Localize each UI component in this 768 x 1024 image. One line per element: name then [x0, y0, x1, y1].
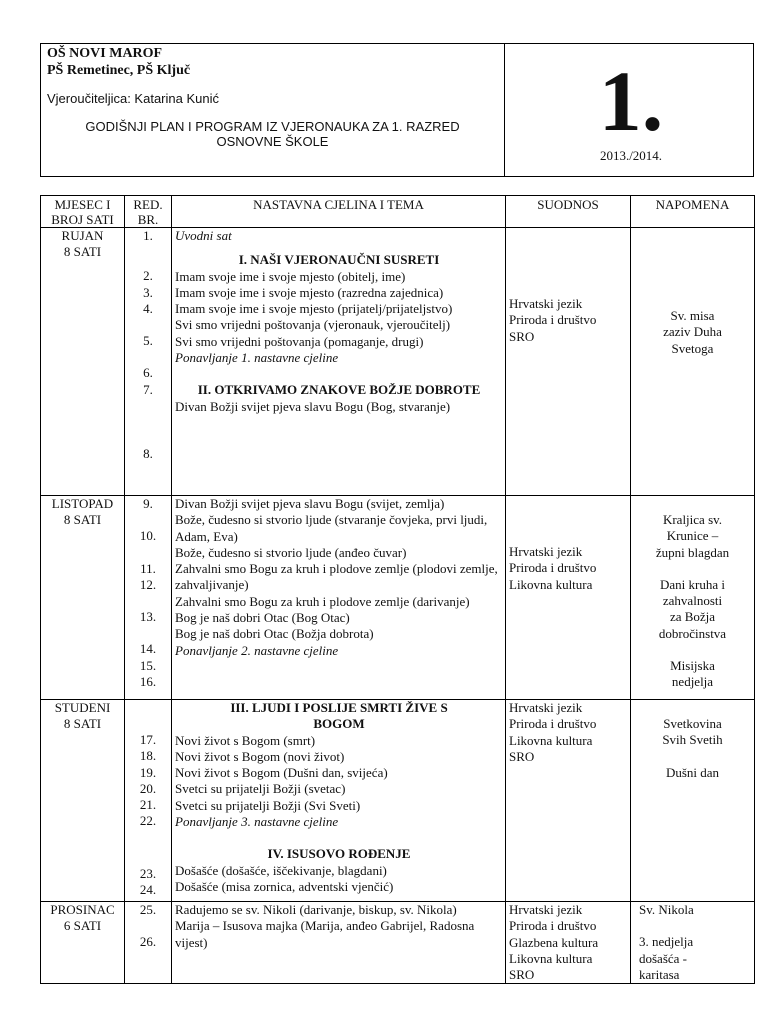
lesson-number: 11.: [140, 560, 156, 576]
table-row: [41, 902, 755, 984]
correlation-item: SRO: [509, 328, 535, 344]
lesson-topic: Imam svoje ime i svoje mjesto (prijatelj/prijateljstvo): [175, 301, 453, 317]
lesson-topic: Došašće (došašće, iščekivanje, blagdani): [175, 862, 387, 878]
note-item: zahvalnosti: [662, 593, 723, 609]
unit-title: IV. ISUSOVO ROĐENJE: [267, 846, 411, 862]
lesson-number: 23.: [139, 865, 157, 881]
school-year: 2013./2014.: [599, 148, 663, 163]
note-item: Krunice –: [666, 528, 719, 544]
note-item: Dušni dan: [665, 764, 720, 780]
number-cell: [125, 496, 172, 700]
month-hours: 8 SATI: [63, 716, 102, 732]
note-cell: [631, 902, 755, 984]
school-name: OŠ NOVI MAROF: [47, 46, 163, 61]
unit-title: I. NAŠI VJERONAUČNI SUSRETI: [238, 252, 440, 268]
month-name: STUDENI: [54, 700, 111, 715]
grade-number: 1.: [598, 53, 664, 149]
table-row: [41, 496, 755, 700]
lesson-topic: Ponavljanje 3. nastavne cjeline: [175, 814, 339, 830]
lesson-number: 25.: [139, 902, 157, 917]
unit-title: II. OTKRIVAMO ZNAKOVE BOŽJE DOBROTE: [197, 382, 481, 398]
lesson-number: 8.: [143, 446, 153, 462]
lesson-topic: Bog je naš dobri Otac (Bog Otac): [175, 610, 350, 626]
lesson-number: 22.: [139, 813, 157, 829]
correlation-item: Hrvatski jezik: [509, 544, 583, 559]
month-hours: 6 SATI: [63, 918, 102, 934]
month-cell: [41, 496, 125, 700]
lesson-topic: Svi smo vrijedni poštovanja (pomaganje, drugi): [175, 333, 424, 349]
lesson-number: 16.: [139, 674, 157, 690]
correlation-item: SRO: [509, 967, 535, 983]
lesson-topic: Novi život s Bogom (novi život): [175, 748, 345, 764]
lesson-topic: Bog je naš dobri Otac (Božja dobrota): [175, 626, 374, 642]
month-hours: 8 SATI: [63, 512, 102, 528]
lesson-topic: Bože, čudesno si stvorio ljude (anđeo čuvar): [175, 544, 407, 560]
topic-cell: [172, 496, 506, 700]
correlation-item: Likovna kultura: [509, 732, 593, 748]
unit-title: III. LJUDI I POSLIJE SMRTI ŽIVE S BOGOM: [230, 700, 448, 732]
lesson-number: 24.: [139, 882, 157, 898]
lesson-number: 5.: [143, 333, 153, 349]
lesson-number: 13.: [139, 609, 157, 625]
plan-title: [47, 119, 498, 149]
lesson-number: 18.: [139, 748, 157, 764]
header-topic: NASTAVNA CJELINA I TEMA: [172, 196, 506, 228]
month-name: RUJAN: [61, 228, 104, 243]
header-box: [40, 43, 754, 177]
lesson-topic: Marija – Isusova majka (Marija, anđeo Gabrijel, Radosna vijest): [175, 918, 475, 950]
lesson-number: 21.: [139, 797, 157, 813]
lesson-topic: Došašće (misa zornica, adventski vjenčić): [175, 878, 394, 894]
header-note: NAPOMENA: [631, 196, 755, 228]
correlation-cell: [506, 902, 631, 984]
teacher-name: Vjeroučiteljica: Katarina Kunić: [47, 91, 219, 106]
lesson-number: 10.: [139, 528, 157, 544]
correlation-cell: [506, 496, 631, 700]
month-name: LISTOPAD: [51, 496, 114, 511]
lesson-topic: Uvodni sat: [175, 228, 232, 243]
correlation-item: Hrvatski jezik: [509, 902, 583, 917]
topic-cell: [172, 902, 506, 984]
correlation-item: Priroda i društvo: [509, 312, 597, 328]
lesson-number: 1.: [143, 228, 153, 243]
note-item: Misijska: [670, 658, 715, 674]
header-info: [41, 44, 505, 176]
correlation-item: SRO: [509, 748, 535, 764]
note-item: zaziv Duha: [663, 324, 722, 340]
note-cell: [631, 228, 755, 496]
plan-title-line2: OSNOVNE ŠKOLE: [216, 134, 329, 149]
month-cell: [41, 902, 125, 984]
lesson-number: 6.: [143, 365, 153, 381]
lesson-number: 19.: [139, 764, 157, 780]
month-name: PROSINAC: [50, 902, 115, 917]
header-num-l2: BR.: [137, 212, 159, 227]
plan-table: [40, 195, 755, 984]
topic-cell: [172, 228, 506, 496]
lesson-topic: Bože, čudesno si stvorio ljude (stvaranje čovjeka, prvi ljudi, Adam, Eva): [175, 512, 488, 544]
note-item: došašća -: [639, 950, 688, 966]
note-item: Svih Svetih: [662, 732, 723, 748]
lesson-topic: Imam svoje ime i svoje mjesto (obitelj, ime): [175, 268, 406, 284]
note-item: za Božja: [669, 609, 716, 625]
lesson-number: 9.: [143, 496, 153, 511]
correlation-cell: [506, 228, 631, 496]
lesson-number: 17.: [139, 732, 157, 747]
number-cell: [125, 700, 172, 902]
correlation-item: Priroda i društvo: [509, 918, 597, 934]
lesson-topic: Novi život s Bogom (smrt): [175, 732, 316, 748]
lesson-number: 3.: [143, 284, 153, 300]
lesson-topic: Ponavljanje 2. nastavne cjeline: [175, 642, 339, 658]
note-item: župni blagdan: [655, 544, 730, 560]
lesson-number: 20.: [139, 780, 157, 796]
month-cell: [41, 228, 125, 496]
correlation-item: Hrvatski jezik: [509, 700, 583, 715]
school-branches: PŠ Remetinec, PŠ Ključ: [47, 63, 191, 78]
month-hours: 8 SATI: [63, 244, 102, 260]
note-item: dobročinstva: [658, 625, 727, 641]
lesson-number: 2.: [143, 268, 153, 284]
lesson-topic: Radujemo se sv. Nikoli (darivanje, biskup, sv. Nikola): [175, 902, 457, 917]
number-cell: [125, 228, 172, 496]
plan-title-line1: GODIŠNJI PLAN I PROGRAM IZ VJERONAUKA ZA 1. RAZRED: [85, 119, 460, 134]
lesson-number: 7.: [143, 381, 153, 397]
lesson-number: 4.: [143, 300, 153, 316]
correlation-item: Priroda i društvo: [509, 716, 597, 732]
correlation-item: Likovna kultura: [509, 576, 593, 592]
note-item: Svetkovina: [663, 716, 722, 731]
lesson-number: 14.: [139, 641, 157, 657]
correlation-cell: [506, 700, 631, 902]
header-month-l2: BROJ SATI: [51, 212, 114, 227]
correlation-item: Glazbena kultura: [509, 934, 599, 950]
note-cell: [631, 496, 755, 700]
header-month-l1: MJESEC I: [54, 197, 111, 212]
lesson-topic: Svi smo vrijedni poštovanja (vjeronauk, vjeroučitelj): [175, 317, 451, 333]
lesson-topic: Zahvalni smo Bogu za kruh i plodove zemlje (darivanje): [175, 593, 470, 609]
note-item: Sv. Nikola: [639, 902, 694, 917]
lesson-topic: Svetci su prijatelji Božji (svetac): [175, 781, 346, 797]
lesson-topic: Novi život s Bogom (Dušni dan, svijeća): [175, 765, 388, 781]
lesson-number: 12.: [139, 576, 157, 592]
correlation-item: Likovna kultura: [509, 950, 593, 966]
note-item: karitasa: [639, 966, 680, 982]
correlation-item: Hrvatski jezik: [509, 296, 583, 311]
lesson-topic: Imam svoje ime i svoje mjesto (razredna zajednica): [175, 284, 444, 300]
note-item: Kraljica sv.: [662, 512, 723, 527]
table-row: [41, 228, 755, 496]
note-item: Sv. misa: [670, 308, 715, 323]
header-month: [41, 196, 125, 228]
lesson-topic: Svetci su prijatelji Božji (Svi Sveti): [175, 797, 361, 813]
lesson-topic: Ponavljanje 1. nastavne cjeline: [175, 350, 339, 366]
lesson-topic: Zahvalni smo Bogu za kruh i plodove zemlje (plodovi zemlje, zahvaljivanje): [175, 561, 498, 593]
lesson-topic: Divan Božji svijet pjeva slavu Bogu (svijet, zemlja): [175, 496, 445, 511]
table-row: [41, 700, 755, 902]
topic-cell: [172, 700, 506, 902]
number-cell: [125, 902, 172, 984]
note-item: Svetoga: [671, 340, 714, 356]
table-header-row: [41, 196, 755, 228]
note-item: nedjelja: [671, 674, 714, 690]
note-cell: [631, 700, 755, 902]
header-number: [125, 196, 172, 228]
correlation-item: Priroda i društvo: [509, 560, 597, 576]
lesson-number: 15.: [139, 657, 157, 673]
header-num-l1: RED.: [133, 197, 163, 212]
lesson-number: 26.: [139, 934, 157, 950]
lesson-topic: Divan Božji svijet pjeva slavu Bogu (Bog, stvaranje): [175, 398, 451, 414]
note-item: Dani kruha i: [660, 576, 725, 592]
header-correlation: SUODNOS: [506, 196, 631, 228]
month-cell: [41, 700, 125, 902]
note-item: 3. nedjelja: [639, 934, 694, 950]
